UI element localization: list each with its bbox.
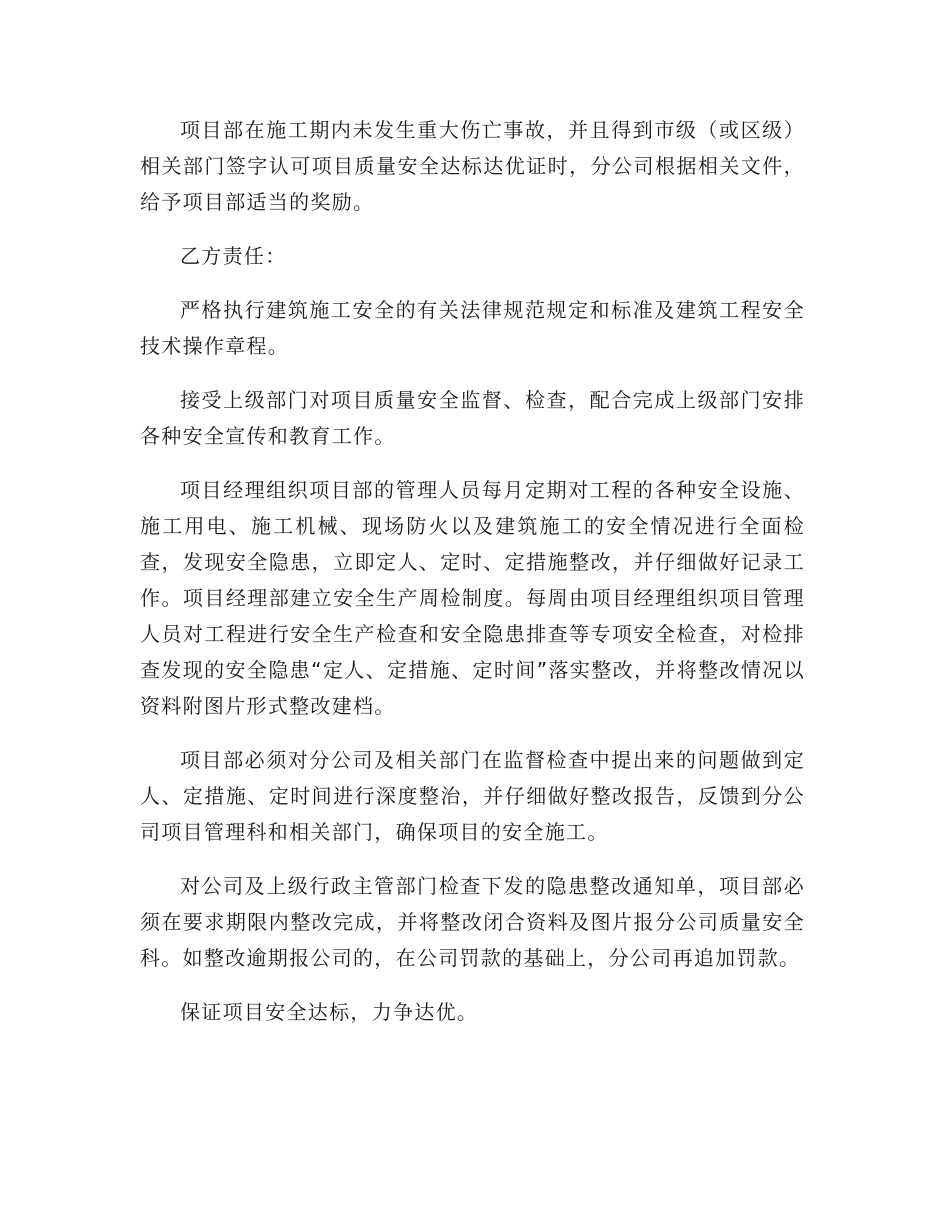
paragraph-regulations: 严格执行建筑施工安全的有关法律规范规定和标准及建筑工程安全技术操作章程。	[140, 298, 805, 358]
paragraph-supervision: 接受上级部门对项目质量安全监督、检查，配合完成上级部门安排各种安全宣传和教育工作。	[140, 388, 805, 448]
paragraph-rectification: 项目部必须对分公司及相关部门在监督检查中提出来的问题做到定人、定措施、定时间进行深度整治，并仔细做好整改报告，反馈到分公司项目管理科和相关部门，确保项目的安全施工。	[140, 748, 805, 844]
paragraph-reward: 项目部在施工期内未发生重大伤亡事故，并且得到市级（或区级）相关部门签字认可项目质量安全达标达优证时，分公司根据相关文件，给予项目部适当的奖励。	[140, 118, 805, 214]
paragraph-guarantee: 保证项目安全达标，力争达优。	[180, 1000, 479, 1024]
paragraph-party-b-heading: 乙方责任：	[180, 244, 287, 268]
document-body	[140, 112, 805, 1048]
paragraph-notice: 对公司及上级行政主管部门检查下发的隐患整改通知单，项目部必须在要求期限内整改完成，并将整改闭合资料及图片报分公司质量安全科。如整改逾期报公司的，在公司罚款的基础上，分公司再追加罚款。	[140, 874, 805, 970]
paragraph-inspection: 项目经理组织项目部的管理人员每月定期对工程的各种安全设施、施工用电、施工机械、现场防火以及建筑施工的安全情况进行全面检查，发现安全隐患，立即定人、定时、定措施整改，并仔细做好记录工作。项目经理部建立安全生产周检制度。每周由项目经理组织项目管理人员对工程进行安全生产检查和安全隐患排查等专项安全检查，对检排查发现的安全隐患“定人、定措施、定时间”落实整改，并将整改情况以资料附图片形式整改建档。	[140, 478, 805, 718]
